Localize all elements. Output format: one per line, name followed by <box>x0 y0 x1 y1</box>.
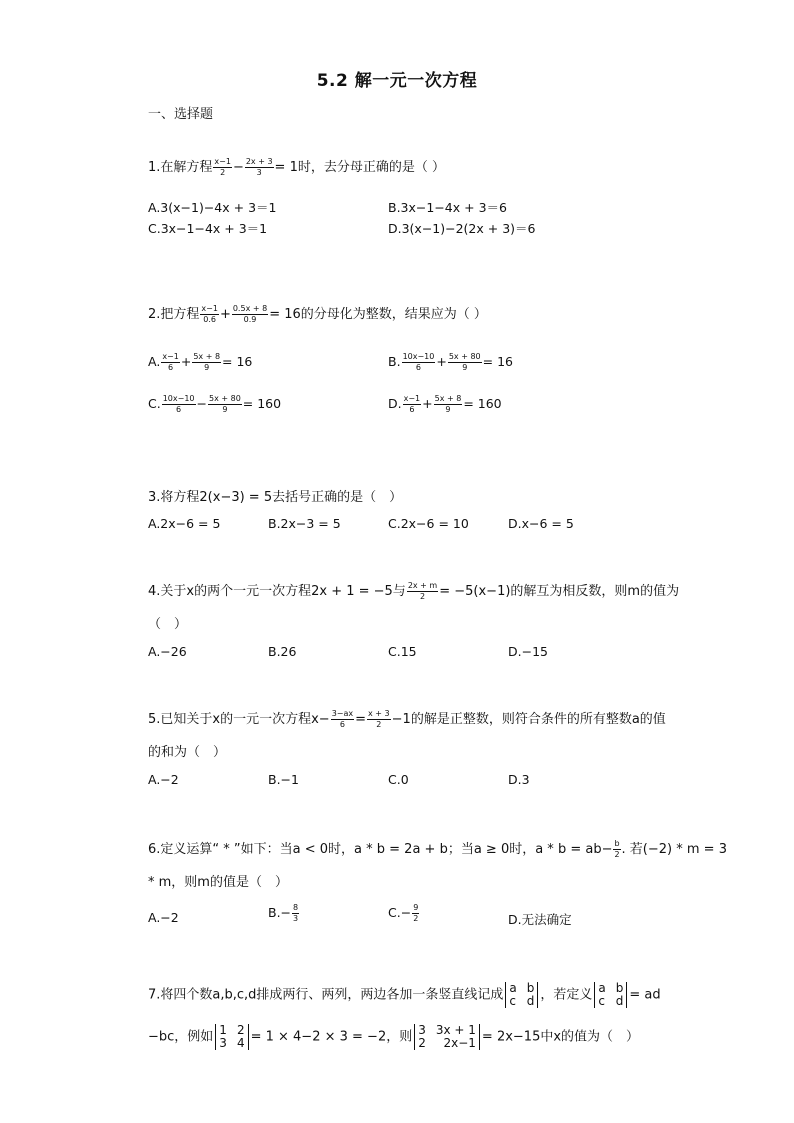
q5-option-d[interactable]: D.3 <box>508 772 530 787</box>
q2-option-b[interactable]: B. $\frac{10x-10}{6}$ + $\frac{5x + 80}{9}$ = 16 <box>388 352 513 372</box>
q4-option-c[interactable]: C.15 <box>388 644 417 659</box>
question-5: 5.已知关于x的一元一次方程x− $\frac{3-ax}{6}$ = $\frac{x + 3}{2}$ −1的解是正整数，则符合条件的所有整数a的值 <box>148 709 666 729</box>
q5-fraction-2: $\frac{x + 3}{2}$ <box>368 709 390 729</box>
q4-option-a[interactable]: A.−26 <box>148 644 187 659</box>
q1-option-c[interactable]: C.3x−1−4x + 3＝1 <box>148 221 268 236</box>
question-4: 4.关于x的两个一元一次方程2x + 1 = −5与 $\frac{2x + m}{2}$ = −5(x−1)的解互为相反数，则m的值为 <box>148 581 680 601</box>
question-7-line2: −bc，例如 1 2 3 4 = 1 × 4−2 × 3 = −2，则 3 3x + 1 2 2x−1 = 2x−15中x的值为（ ） <box>148 1023 640 1051</box>
q2-fraction-1: $\frac{x-1}{0.6}$ <box>201 304 218 324</box>
question-5-line2: 的和为（ ） <box>148 745 227 760</box>
q4-fraction: $\frac{2x + m}{2}$ <box>407 581 438 601</box>
question-6: 6.定义运算“ * ”如下：当a < 0时，a * b = 2a + b；当a ≥ 0时，a * b = ab− $\frac{b}{2}$ . 若(−2) * m = 3 <box>148 839 727 859</box>
question-6-line2: * m，则m的值是（ ） <box>148 875 288 890</box>
question-3: 3.将方程2(x−3) = 5去括号正确的是（ ） <box>148 490 403 505</box>
q5-option-c[interactable]: C.0 <box>388 772 409 787</box>
q7-determinant-4: 3 3x + 1 2 2x−1 <box>414 1024 480 1050</box>
q1-option-a[interactable]: A.3(x−1)−4x + 3＝1 <box>148 200 277 215</box>
page-title: 5.2 解一元一次方程 <box>316 71 478 91</box>
q6-option-d[interactable]: D.无法确定 <box>508 912 572 927</box>
q1-option-d[interactable]: D.3(x−1)−2(2x + 3)＝6 <box>388 221 536 236</box>
q7-determinant-1: a b c d <box>505 982 538 1008</box>
q2-option-d[interactable]: D. $\frac{x-1}{6}$ + $\frac{5x + 8}{9}$ = 160 <box>388 394 502 414</box>
question-4-line2: （ ） <box>148 617 188 632</box>
q2-stem-end: = 16的分母化为整数，结果应为（ ） <box>269 307 487 322</box>
q3-option-c[interactable]: C.2x−6 = 10 <box>388 516 469 531</box>
q6-fraction: $\frac{b}{2}$ <box>614 839 620 859</box>
q1-stem-start: 1.在解方程 <box>148 160 213 175</box>
question-7: 7.将四个数a,b,c,d排成两行、两列，两边各加一条竖直线记成 a b c d ，若定义 a b c d = ad <box>148 981 661 1009</box>
question-1 <box>148 156 445 177</box>
q2-option-c[interactable]: C. $\frac{10x-10}{6}$ − $\frac{5x + 80}{9}$ = 160 <box>148 394 282 414</box>
q2-operator: + <box>219 307 231 322</box>
q6-option-b[interactable]: B.− $\frac{8}{3}$ <box>268 903 299 923</box>
q4-option-b[interactable]: B.26 <box>268 644 297 659</box>
q6-option-a[interactable]: A.−2 <box>148 910 179 925</box>
q3-option-b[interactable]: B.2x−3 = 5 <box>268 516 341 531</box>
q1-stem-end: = 1时，去分母正确的是（ ） <box>274 160 445 175</box>
q2-stem-start: 2.把方程 <box>148 307 200 322</box>
question-2 <box>148 303 487 324</box>
q7-determinant-3: 1 2 3 4 <box>215 1024 248 1050</box>
q5-fraction-1: $\frac{3-ax}{6}$ <box>331 709 354 729</box>
q1-fraction-1: $\frac{x-1}{2}$ <box>214 157 231 177</box>
q7-determinant-2: a b c d <box>594 982 627 1008</box>
q2-option-a[interactable]: A. $\frac{x-1}{6}$ + $\frac{5x + 8}{9}$ = 16 <box>148 352 253 372</box>
q3-option-a[interactable]: A.2x−6 = 5 <box>148 516 221 531</box>
q1-option-b[interactable]: B.3x−1−4x + 3＝6 <box>388 200 507 215</box>
q5-option-a[interactable]: A.−2 <box>148 772 179 787</box>
q1-operator: − <box>232 160 244 175</box>
q2-fraction-2: $\frac{0.5x + 8}{0.9}$ <box>232 304 268 324</box>
q1-fraction-2: $\frac{2x + 3}{3}$ <box>245 157 273 177</box>
q5-option-b[interactable]: B.−1 <box>268 772 299 787</box>
q6-option-c[interactable]: C.− $\frac{9}{2}$ <box>388 903 419 923</box>
section-heading: 一、选择题 <box>148 107 214 122</box>
q3-option-d[interactable]: D.x−6 = 5 <box>508 516 574 531</box>
q4-option-d[interactable]: D.−15 <box>508 644 548 659</box>
